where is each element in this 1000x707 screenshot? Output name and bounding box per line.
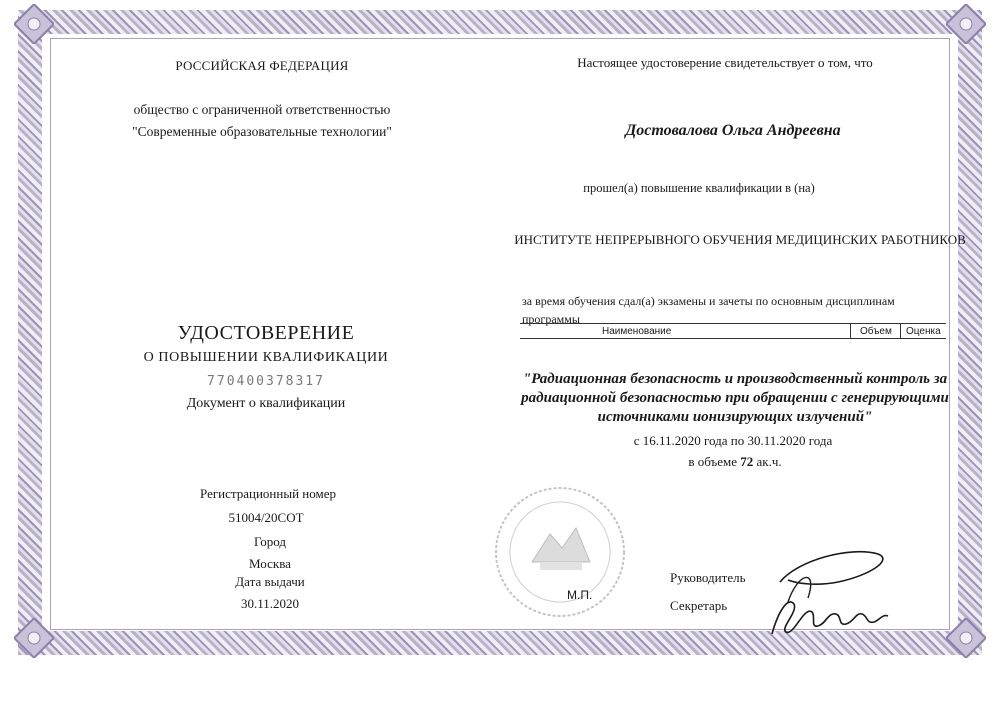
column-header-grade: Оценка xyxy=(906,326,941,337)
exams-text-line-1: за время обучения сдал(а) экзамены и зачеты по основным дисциплинам xyxy=(522,294,895,308)
organization-name: "Современные образовательные технологии" xyxy=(132,124,392,139)
document-subtitle: О ПОВЫШЕНИИ КВАЛИФИКАЦИИ xyxy=(143,350,389,365)
seal-stamp-icon xyxy=(492,484,628,620)
signature-icon xyxy=(758,542,898,642)
city-label: Город xyxy=(253,534,287,549)
corner-ornament-bottom-right xyxy=(946,618,986,658)
attestation-text: Настоящее удостоверение свидетельствует о том, что xyxy=(577,55,873,70)
corner-ornament-bottom-left xyxy=(14,618,54,658)
registration-number-value: 51004/20СОТ xyxy=(228,510,304,525)
issue-date-label: Дата выдачи xyxy=(235,574,305,589)
column-header-name: Наименование xyxy=(602,326,672,337)
exams-text-line-2: программы xyxy=(522,312,580,326)
country-heading: РОССИЙСКАЯ ФЕДЕРАЦИЯ xyxy=(175,58,349,73)
document-kind: Документ о квалификации xyxy=(186,396,346,411)
institute-name: ИНСТИТУТЕ НЕПРЕРЫВНОГО ОБУЧЕНИЯ МЕДИЦИНСКИХ РАБОТНИКОВ xyxy=(514,232,966,247)
director-label: Руководитель xyxy=(670,570,746,585)
volume-hours: 72 xyxy=(740,454,754,469)
corner-ornament-top-right xyxy=(946,4,986,44)
volume-prefix: в объеме xyxy=(688,454,738,469)
issue-date-value: 30.11.2020 xyxy=(240,596,300,611)
city-value: Москва xyxy=(249,556,291,571)
column-divider xyxy=(900,324,901,338)
organization-type: общество с ограниченной ответственностью xyxy=(133,102,391,117)
registration-number-label: Регистрационный номер xyxy=(200,486,336,501)
document-number: 770400378317 xyxy=(207,374,325,389)
holder-name: Достовалова Ольга Андреевна xyxy=(625,122,841,139)
passed-training-text: прошел(а) повышение квалификации в (на) xyxy=(583,181,815,195)
program-title: "Радиационная безопасность и производственный контроль за радиационной безопасностью при обращении с генерирующими источниками ионизирующих излучений" xyxy=(521,371,949,425)
document-title: УДОСТОВЕРЕНИЕ xyxy=(177,322,355,344)
column-header-volume: Объем xyxy=(860,326,892,337)
training-volume xyxy=(688,454,781,470)
training-period: с 16.11.2020 года по 30.11.2020 года xyxy=(633,433,833,448)
corner-ornament-top-left xyxy=(14,4,54,44)
volume-suffix: ак.ч. xyxy=(756,454,782,469)
seal-place-label: М.П. xyxy=(567,588,593,602)
disciplines-table-header xyxy=(520,323,946,339)
column-divider xyxy=(850,324,851,338)
secretary-label: Секретарь xyxy=(670,598,728,613)
